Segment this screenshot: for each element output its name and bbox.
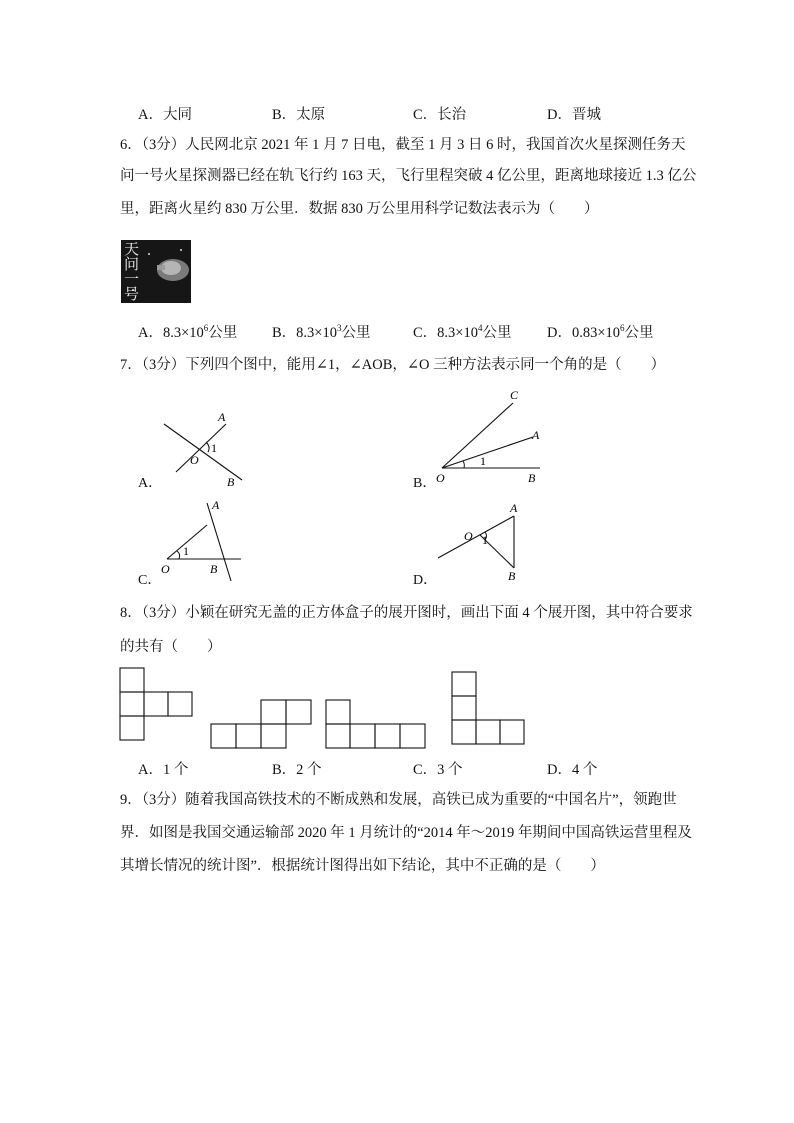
q9-stem-line3: 其增长情况的统计图”．根据统计图得出如下结论，其中不正确的是（ ） bbox=[120, 858, 605, 874]
q7-figure-c bbox=[155, 495, 255, 590]
svg-text:1: 1 bbox=[482, 533, 488, 547]
q7-option-a-label: A． bbox=[138, 476, 163, 491]
q5-option-c: C．长治 bbox=[413, 107, 467, 123]
q6-option-a: A．$8.3\times 10^6$公里 bbox=[138, 323, 238, 341]
q7-stem: 7．（3分）下列四个图中，能用∠1，∠AOB，∠O 三种方法表示同一个角的是（ ） bbox=[120, 357, 666, 373]
svg-text:O: O bbox=[436, 471, 445, 485]
q6-option-d: D．$0.83\times 10^6$公里 bbox=[547, 323, 654, 341]
q7-figure-b bbox=[428, 385, 553, 490]
q6-stem-line2: 问一号火星探测器已经在轨飞行约 163 天，飞行里程突破 4 亿公里，距离地球接近 1.3 亿公 bbox=[120, 168, 697, 184]
q6-option-c: C．$8.3\times 10^4$公里 bbox=[413, 323, 512, 341]
svg-text:1: 1 bbox=[183, 544, 189, 558]
q6-option-b: B．$8.3\times 10^3$公里 bbox=[272, 323, 371, 341]
svg-text:A: A bbox=[532, 428, 540, 442]
svg-text:A: A bbox=[218, 410, 226, 424]
svg-text:A: A bbox=[212, 498, 220, 512]
q5-option-a: A．大同 bbox=[138, 107, 192, 123]
q8-stem-line2: 的共有（ ） bbox=[120, 639, 222, 655]
cube-net-4 bbox=[450, 671, 530, 749]
q5-option-b: B．太原 bbox=[272, 107, 326, 123]
svg-text:O: O bbox=[190, 453, 199, 467]
q7-option-c-label: C． bbox=[138, 573, 162, 588]
q8-option-a: A．1 个 bbox=[138, 762, 189, 778]
svg-text:B: B bbox=[227, 475, 235, 489]
tianwen-photo bbox=[121, 240, 191, 303]
q7-figure-d bbox=[430, 500, 530, 590]
svg-text:1: 1 bbox=[211, 441, 217, 455]
cube-net-1 bbox=[119, 667, 199, 743]
svg-text:O: O bbox=[161, 562, 170, 576]
svg-text:B: B bbox=[508, 569, 516, 583]
svg-text:O: O bbox=[464, 529, 473, 543]
q8-stem-line1: 8．（3分）小颖在研究无盖的正方体盒子的展开图时，画出下面 4 个展开图，其中符合要求 bbox=[120, 605, 693, 621]
q8-option-b: B．2 个 bbox=[272, 762, 322, 778]
cube-net-3 bbox=[325, 699, 430, 751]
q8-option-d: D．4 个 bbox=[547, 762, 598, 778]
q5-option-d: D．晋城 bbox=[547, 107, 601, 123]
svg-text:B: B bbox=[210, 562, 218, 576]
q9-stem-line2: 界．如图是我国交通运输部 2020 年 1 月统计的“2014 年～2019 年期间中国高铁运营里程及 bbox=[120, 825, 692, 841]
q7-figure-a bbox=[150, 400, 260, 495]
tianwen-photo-caption: 天问一号 bbox=[124, 240, 140, 303]
q7-option-d-label: D． bbox=[413, 573, 438, 588]
q9-stem-line1: 9．（3分）随着我国高铁技术的不断成熟和发展，高铁已成为重要的“中国名片”，领跑世 bbox=[120, 792, 677, 808]
cube-net-2 bbox=[209, 699, 314, 751]
svg-text:C: C bbox=[510, 388, 519, 402]
q6-stem-line1: 6．（3分）人民网北京 2021 年 1 月 7 日电，截至 1 月 3 日 6 时，我国首次火星探测任务天 bbox=[120, 137, 686, 153]
q6-stem-line3: 里，距离火星约 830 万公里．数据 830 万公里用科学记数法表示为（ ） bbox=[120, 201, 599, 217]
svg-text:1: 1 bbox=[480, 454, 486, 468]
svg-text:B: B bbox=[528, 471, 536, 485]
svg-text:A: A bbox=[510, 501, 518, 515]
q7-option-b-label: B． bbox=[413, 476, 437, 491]
q8-option-c: C．3 个 bbox=[413, 762, 463, 778]
